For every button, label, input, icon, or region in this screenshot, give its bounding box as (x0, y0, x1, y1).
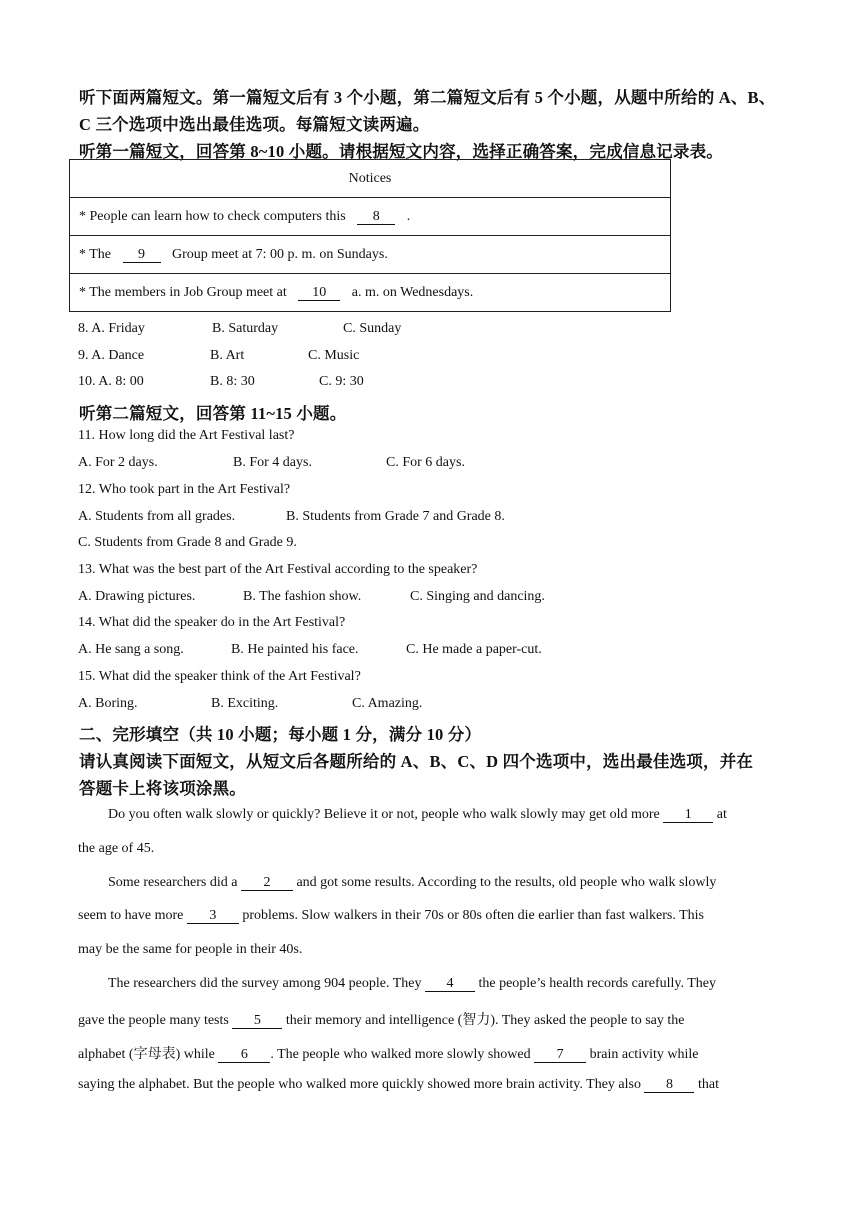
q9-option-a: 9. A. Dance (78, 348, 145, 363)
text-segment: The researchers did the survey among 904 people. They (108, 976, 422, 991)
cloze-p2-line3: may be the same for people in their 40s. (78, 942, 303, 957)
q13-option-c: C. Singing and dancing. (410, 589, 545, 604)
q13-option-b: B. The fashion show. (243, 589, 362, 604)
row1-text-after: . (406, 208, 411, 224)
q12-option-c: C. Students from Grade 8 and Grade 9. (78, 535, 297, 550)
text-segment: seem to have more (78, 908, 184, 923)
passage1-heading: 听第一篇短文，回答第 8~10 小题。请根据短文内容，选择正确答案，完成信息记录表。 (79, 142, 723, 161)
text-segment: gave the people many tests (78, 1013, 229, 1028)
row1-text-before: * People can learn how to check computers this (79, 208, 346, 224)
q10-option-c: C. 9: 30 (319, 374, 364, 389)
q11-option-c: C. For 6 days. (386, 455, 465, 470)
text-segment: brain activity while (589, 1047, 699, 1062)
q12-option-a: A. Students from all grades. (78, 509, 236, 524)
q14-option-c: C. He made a paper-cut. (406, 642, 542, 657)
passage2-heading: 听第二篇短文，回答第 11~15 小题。 (79, 404, 347, 423)
cloze-section-title: 二、完形填空（共 10 小题；每小题 1 分，满分 10 分） (79, 725, 482, 744)
text-segment: . The people who walked more slowly showed (270, 1047, 531, 1062)
q15-option-c: C. Amazing. (352, 696, 423, 711)
cloze-blank-8: 8 (644, 1078, 694, 1093)
text-segment: problems. Slow walkers in their 70s or 80s often die earlier than fast walkers. This (242, 908, 704, 923)
blank-9: 9 (123, 248, 161, 263)
q12-stem: 12. Who took part in the Art Festival? (78, 482, 291, 497)
q10-option-a: 10. A. 8: 00 (78, 374, 144, 389)
q13-stem: 13. What was the best part of the Art Festival according to the speaker? (78, 562, 478, 577)
text-segment: at (716, 807, 727, 822)
notices-row-3 (70, 274, 671, 312)
cloze-blank-5: 5 (232, 1014, 282, 1029)
text-segment: Some researchers did a (108, 875, 238, 890)
notices-table (69, 159, 671, 312)
q13-option-a: A. Drawing pictures. (78, 589, 196, 604)
q11-option-b: B. For 4 days. (233, 455, 312, 470)
text-segment: alphabet (字母表) while (78, 1047, 215, 1062)
cloze-blank-6: 6 (218, 1048, 270, 1063)
cloze-blank-1: 1 (663, 808, 713, 823)
cloze-blank-4: 4 (425, 977, 475, 992)
q12-option-b: B. Students from Grade 7 and Grade 8. (286, 509, 505, 524)
cloze-instruction-line1: 请认真阅读下面短文，从短文后各题所给的 A、B、C、D 四个选项中，选出最佳选项，并在 (79, 752, 754, 771)
notices-row-1 (70, 198, 671, 236)
blank-8: 8 (357, 210, 395, 225)
row3-text-after: a. m. on Wednesdays. (351, 284, 474, 300)
cloze-blank-2: 2 (241, 876, 293, 891)
q9-option-b: B. Art (210, 348, 245, 363)
cloze-instruction-line2: 答题卡上将该项涂黑。 (79, 779, 246, 798)
cloze-p3-line3 (78, 1043, 698, 1063)
listening-intro-line1: 听下面两篇短文。第一篇短文后有 3 个小题，第二篇短文后有 5 个小题，从题中所给的 A、B、 (79, 88, 776, 107)
text-segment: and got some results. According to the results, old people who walk slowly (296, 875, 717, 890)
q14-stem: 14. What did the speaker do in the Art Festival? (78, 615, 346, 630)
cloze-p3-line4 (78, 1077, 719, 1093)
q15-option-a: A. Boring. (78, 696, 138, 711)
notices-title: Notices (70, 160, 671, 198)
q11-stem: 11. How long did the Art Festival last? (78, 428, 295, 443)
text-segment: that (697, 1077, 719, 1092)
text-segment: their memory and intelligence (智力). They asked the people to say the (285, 1013, 685, 1028)
q10-option-b: B. 8: 30 (210, 374, 255, 389)
blank-10: 10 (298, 286, 340, 301)
text-segment: Do you often walk slowly or quickly? Believe it or not, people who walk slowly may get old more (108, 807, 660, 822)
q11-option-a: A. For 2 days. (78, 455, 158, 470)
cloze-p3-line2 (78, 1009, 684, 1029)
cloze-p3-line1 (108, 976, 716, 992)
notices-row-2 (70, 236, 671, 274)
listening-intro-line2: C 三个选项中选出最佳选项。每篇短文读两遍。 (79, 115, 430, 134)
cloze-blank-7: 7 (534, 1048, 586, 1063)
cloze-p1-line2: the age of 45. (78, 841, 155, 856)
row2-text-before: * The (79, 246, 112, 262)
q15-option-b: B. Exciting. (211, 696, 279, 711)
row2-text-after: Group meet at 7: 00 p. m. on Sundays. (172, 246, 388, 262)
q8-option-a: 8. A. Friday (78, 321, 145, 336)
cloze-p2-line1 (108, 875, 716, 891)
q15-stem: 15. What did the speaker think of the Art Festival? (78, 669, 361, 684)
text-segment: the people’s health records carefully. They (478, 976, 716, 991)
q14-option-b: B. He painted his face. (231, 642, 359, 657)
q14-option-a: A. He sang a song. (78, 642, 184, 657)
cloze-p1-line1 (108, 807, 727, 823)
text-segment: saying the alphabet. But the people who walked more quickly showed more brain activity. They also (78, 1077, 641, 1092)
cloze-p2-line2 (78, 908, 704, 924)
q8-option-c: C. Sunday (343, 321, 402, 336)
cloze-blank-3: 3 (187, 909, 239, 924)
q8-option-b: B. Saturday (212, 321, 279, 336)
row3-text-before: * The members in Job Group meet at (79, 284, 287, 300)
q9-option-c: C. Music (308, 348, 360, 363)
